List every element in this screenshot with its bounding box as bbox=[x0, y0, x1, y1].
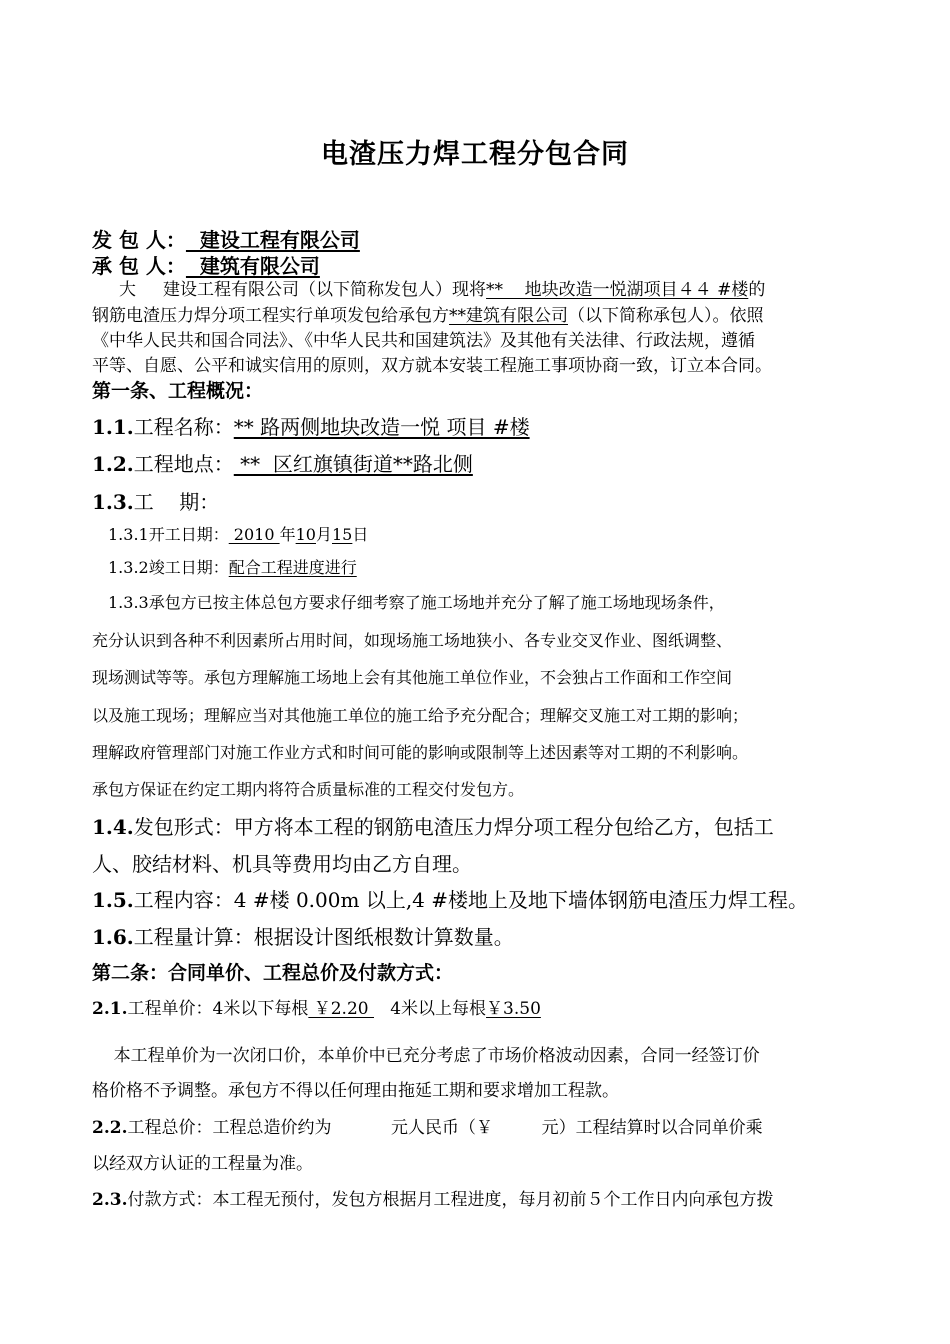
clause-text: 发包形式：甲方将本工程的钢筋电渣压力焊分项工程分包给乙方，包括工 bbox=[133, 815, 774, 839]
clause-1-3-3-line-4: 以及施工现场；理解应当对其他施工单位的施工给予充分配合；理解交叉施工对工期的影响； bbox=[92, 706, 749, 725]
intro-text: 的 bbox=[748, 280, 766, 300]
year-unit: 年 bbox=[279, 525, 296, 544]
clause-text: 付款方式：本工程无预付，发包方根据月工程进度，每月初前５个工作日内向承包方拨 bbox=[127, 1190, 774, 1210]
start-date-label: 1.3.1开工日期： bbox=[108, 525, 229, 544]
clause-2-1-para-1: 本工程单价为一次闭口价，本单价中已充分考虑了市场价格波动因素，合同一经签订价 bbox=[92, 1046, 760, 1066]
start-day: 15 bbox=[332, 525, 353, 544]
month-unit: 月 bbox=[315, 525, 332, 544]
clause-label: 工程名称： bbox=[133, 415, 234, 439]
clause-1-6 bbox=[92, 921, 514, 950]
intro-text: （以下简称承包人）。依照 bbox=[568, 306, 764, 326]
end-date-value: 配合工程进度进行 bbox=[228, 558, 357, 577]
clause-number: 2.1. bbox=[92, 999, 128, 1019]
clause-1-5 bbox=[92, 884, 808, 913]
section1-heading: 第一条、工程概况： bbox=[92, 380, 264, 402]
document-title: 电渣压力焊工程分包合同 bbox=[321, 139, 629, 170]
clause-1-3-3-line-5: 理解政府管理部门对施工作业方式和时间可能的影响或限制等上述因素等对工期的不利影响。 bbox=[92, 743, 749, 762]
project-name: ** 地块改造一悦湖项目４４ #楼 bbox=[486, 280, 749, 300]
start-year: 2010 bbox=[228, 525, 280, 544]
price-below-value: ￥2.20 bbox=[308, 999, 374, 1019]
clause-2-2-line-2: 以经双方认证的工程量为准。 bbox=[92, 1154, 313, 1174]
clause-text: 工程总价：工程总造价约为 元人民币（￥ 元）工程结算时以合同单价乘 bbox=[127, 1118, 763, 1138]
clause-1-1 bbox=[92, 411, 530, 440]
clause-1-4-line-2: 人、胶结材料、机具等费用均由乙方自理。 bbox=[92, 852, 472, 876]
clause-1-3-3-line-2: 充分认识到各种不利因素所占用时间，如现场施工场地狭小、各专业交叉作业、图纸调整、 bbox=[92, 631, 733, 650]
clause-number: 1.2. bbox=[92, 452, 134, 476]
intro-line-3: 《中华人民共和国合同法》、《中华人民共和国建筑法》及其他有关法律、行政法规，遵循 bbox=[92, 331, 755, 351]
clause-1-2 bbox=[92, 448, 473, 477]
intro-line-2 bbox=[92, 301, 764, 326]
price-below-label: 工程单价：4米以下每根 bbox=[127, 999, 309, 1019]
clause-number: 1.3. bbox=[92, 490, 134, 514]
contractor-company: **建筑有限公司 bbox=[449, 306, 568, 326]
employer-label: 发 包 人： bbox=[92, 228, 186, 252]
clause-2-1-para-2: 格价格不予调整。承包方不得以任何理由拖延工期和要求增加工程款。 bbox=[92, 1081, 619, 1101]
clause-1-3-3-line-3: 现场测试等等。承包方理解施工场地上会有其他施工单位作业，不会独占工作面和工作空间 bbox=[92, 668, 733, 687]
intro-text: 钢筋电渣压力焊分项工程实行单项发包给承包方 bbox=[92, 306, 449, 326]
clause-1-3-3-line-1: 1.3.3承包方已按主体总包方要求仔细考察了施工场地并充分了解了施工场地现场条件， bbox=[108, 593, 725, 612]
clause-text: 工程内容：4 #楼 0.00m 以上,4 #楼地上及地下墙体钢筋电渣压力焊工程。 bbox=[133, 888, 809, 912]
clause-1-3 bbox=[92, 486, 219, 515]
start-month: 10 bbox=[295, 525, 316, 544]
intro-text: 大 建设工程有限公司（以下简称发包人）现将 bbox=[92, 280, 487, 300]
day-unit: 日 bbox=[352, 525, 369, 544]
clause-1-3-3-line-6: 承包方保证在约定工期内将符合质量标准的工程交付发包方。 bbox=[92, 780, 525, 799]
section2-heading: 第二条：合同单价、工程总价及付款方式： bbox=[92, 962, 454, 984]
project-title-value: ** 路两侧地块改造一悦 项目 #楼 bbox=[233, 415, 530, 439]
price-above-label: 4米以上每根 bbox=[374, 999, 487, 1019]
clause-number: 1.5. bbox=[92, 888, 134, 912]
clause-number: 1.4. bbox=[92, 815, 134, 839]
employer-name: 建设工程有限公司 bbox=[185, 228, 360, 252]
end-date-label: 1.3.2竣工日期： bbox=[108, 558, 229, 577]
intro-line-1 bbox=[92, 275, 765, 300]
employer-line bbox=[92, 224, 360, 253]
clause-number: 2.3. bbox=[92, 1190, 128, 1210]
intro-line-4: 平等、自愿、公平和诚实信用的原则，双方就本安装工程施工事项协商一致，订立本合同。 bbox=[92, 356, 772, 376]
clause-number: 1.1. bbox=[92, 415, 134, 439]
clause-number: 2.2. bbox=[92, 1118, 128, 1138]
clause-2-3-line-1 bbox=[92, 1185, 774, 1210]
price-above-value: ￥3.50 bbox=[486, 999, 541, 1019]
clause-1-4-line-1 bbox=[92, 811, 774, 840]
clause-2-2-line-1 bbox=[92, 1113, 763, 1138]
clause-label: 工 期： bbox=[133, 490, 220, 514]
clause-label: 工程地点： bbox=[133, 452, 234, 476]
clause-1-3-1 bbox=[108, 522, 368, 545]
contractor-label: 承 包 人： bbox=[92, 254, 186, 278]
clause-text: 工程量计算：根据设计图纸根数计算数量。 bbox=[133, 925, 514, 949]
clause-2-1 bbox=[92, 994, 541, 1019]
contractor-name: 建筑有限公司 bbox=[185, 254, 320, 278]
clause-1-3-2 bbox=[108, 555, 357, 578]
clause-number: 1.6. bbox=[92, 925, 134, 949]
project-location-value: ** 区红旗镇街道**路北侧 bbox=[233, 452, 473, 476]
